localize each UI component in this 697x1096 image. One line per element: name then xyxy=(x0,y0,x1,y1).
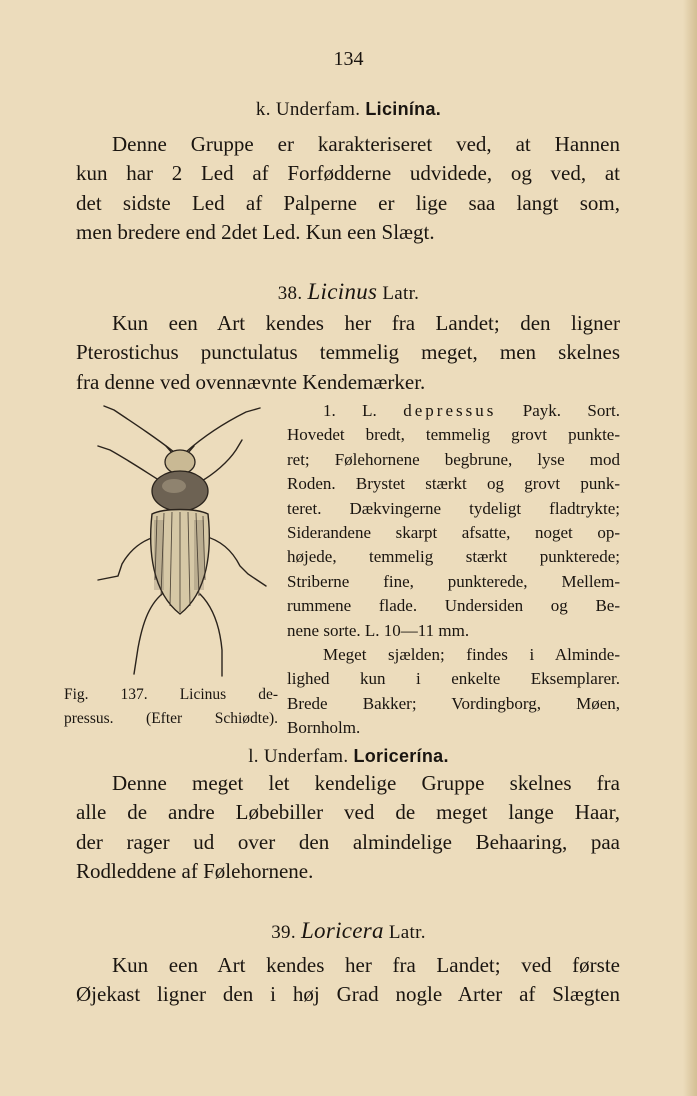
text-line: Rodleddene af Følehornene. xyxy=(76,858,314,883)
text-line: Meget sjælden; findes i Alminde- xyxy=(323,645,620,665)
text-line: Siderandene skarpt afsatte, noget op- xyxy=(287,523,620,543)
text-line: Kun een Art kendes her fra Landet; ved første xyxy=(112,953,620,977)
text-line: Denne meget let kendelige Gruppe skelnes fra xyxy=(112,771,620,795)
text-line: Bornholm. xyxy=(287,718,361,738)
genus-38-number: 38. xyxy=(277,283,303,304)
text-line: Denne Gruppe er karakteriseret ved, at Hannen xyxy=(112,132,620,156)
text-line: fra denne ved ovennævnte Kendemærker. xyxy=(76,369,426,394)
subfamily-k-prefix: k. Underfam. xyxy=(255,99,361,120)
text-line: men bredere end 2det Led. Kun een Slægt. xyxy=(76,219,435,244)
text-line: Striberne fine, punkterede, Mellem- xyxy=(287,571,620,591)
species-number: 1. L. xyxy=(323,401,377,420)
text-line: kun har 2 Led af Forfødderne udvidede, og ved, at xyxy=(76,161,620,186)
right-front-leg xyxy=(200,440,242,482)
text-line: Roden. Brystet stærkt og grovt punk- xyxy=(287,474,620,494)
species-author: Payk. Sort. xyxy=(522,401,621,420)
left-middle-leg xyxy=(98,536,158,580)
genus-39-name: Loricera xyxy=(300,918,384,943)
caption-line: pressus. (Efter Schiødte). xyxy=(64,710,278,727)
text-line: Hovedet bredt, temmelig grovt punkte- xyxy=(287,425,620,445)
species-description xyxy=(287,399,620,741)
page-number: 134 xyxy=(333,48,364,70)
subfamily-heading-l xyxy=(0,746,697,768)
intro-paragraph xyxy=(76,130,620,247)
genus-39-author: Latr. xyxy=(388,922,426,943)
genus-39-paragraph xyxy=(76,951,620,1010)
species-name: depressus xyxy=(403,401,497,420)
subfamily-l-prefix: l. Underfam. xyxy=(248,746,349,767)
subfamily-heading-k xyxy=(0,99,697,121)
caption-line: Fig. 137. Licinus de- xyxy=(64,686,278,703)
left-antenna xyxy=(104,406,174,452)
figure-caption xyxy=(64,683,278,731)
text-line: Brede Bakker; Vordingborg, Møen, xyxy=(287,693,620,713)
genus-38-name: Licinus xyxy=(307,279,378,304)
text-line: Øjekast ligner den i høj Grad nogle Arter af Slægten xyxy=(76,982,620,1007)
left-front-leg xyxy=(98,446,162,482)
text-line: Kun een Art kendes her fra Landet; den ligner xyxy=(112,311,620,335)
text-line: ret; Følehornene begbrune, lyse mod xyxy=(287,449,620,469)
text-line: nene sorte. L. 10—11 mm. xyxy=(287,620,470,640)
text-line: der rager ud over den almindelige Behaaring, paa xyxy=(76,829,620,854)
text-line: lighed kun i enkelte Eksemplarer. xyxy=(287,669,620,689)
genus-38-paragraph xyxy=(76,309,620,397)
text-line: rummene flade. Undersiden og Be- xyxy=(287,596,620,616)
text-line: Pterostichus punctulatus temmelig meget, men skelnes xyxy=(76,340,620,365)
genus-heading-39 xyxy=(0,918,697,944)
right-hind-leg xyxy=(200,594,222,676)
left-hind-leg xyxy=(134,594,162,674)
subfamily-k-name: Licinína. xyxy=(365,99,442,119)
text-line: det sidste Led af Palperne er lige saa langt som, xyxy=(76,190,620,215)
genus-39-number: 39. xyxy=(271,922,296,943)
text-line: højede, temmelig stærkt punkterede; xyxy=(287,547,620,567)
subfamily-l-name: Loricerína. xyxy=(353,746,449,766)
right-antenna xyxy=(186,408,260,452)
beetle-illustration xyxy=(76,400,276,686)
genus-38-author: Latr. xyxy=(382,283,420,304)
right-middle-leg xyxy=(204,536,266,586)
species-first-line xyxy=(287,399,620,423)
text-line: teret. Dækvingerne tydeligt fladtrykte; xyxy=(287,498,620,518)
text-line: alle de andre Løbebiller ved de meget lange Haar, xyxy=(76,800,620,825)
subfamily-l-paragraph xyxy=(76,769,620,886)
genus-heading-38 xyxy=(0,279,697,305)
